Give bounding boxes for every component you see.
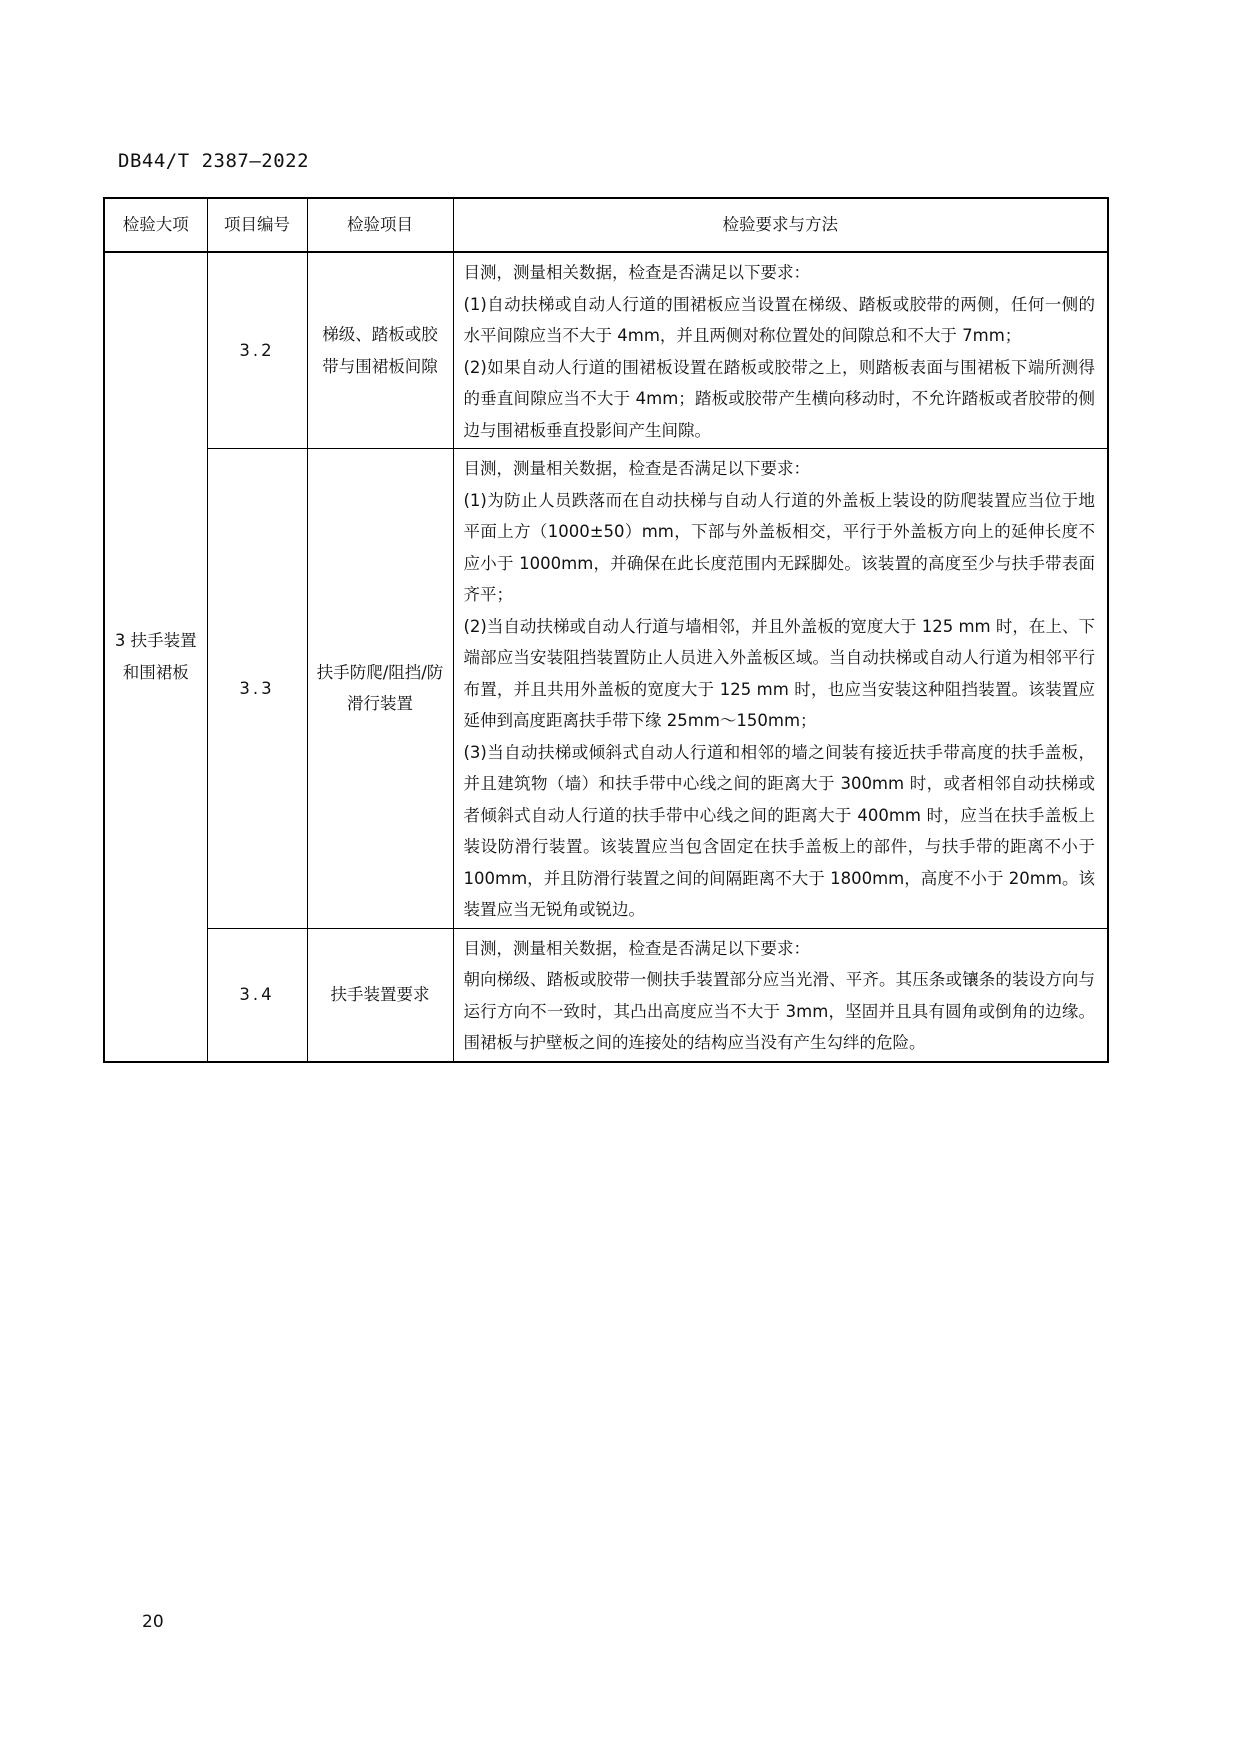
table-row bbox=[104, 252, 1108, 449]
requirement-paragraph: (1)自动扶梯或自动人行道的围裙板应当设置在梯级、踏板或胶带的两侧，任何一侧的水平间隙应当不大于 4mm，并且两侧对称位置处的间隙总和不大于 7mm； bbox=[463, 294, 1095, 345]
requirements-cell bbox=[453, 252, 1108, 449]
item-name: 扶手装置要求 bbox=[307, 928, 453, 1062]
requirement-paragraph: 目测，测量相关数据，检查是否满足以下要求： bbox=[463, 938, 810, 958]
item-number: 3.3 bbox=[207, 449, 307, 929]
table-row bbox=[104, 928, 1108, 1062]
item-number: 3.2 bbox=[207, 252, 307, 449]
requirements-cell bbox=[453, 928, 1108, 1062]
item-name: 扶手防爬/阻挡/防滑行装置 bbox=[307, 449, 453, 929]
column-header-requirements: 检验要求与方法 bbox=[453, 198, 1108, 252]
table-row bbox=[104, 449, 1108, 929]
column-header-number: 项目编号 bbox=[207, 198, 307, 252]
requirement-paragraph: (2)当自动扶梯或自动人行道与墙相邻，并且外盖板的宽度大于 125 mm 时，在上、下端部应当安装阻挡装置防止人员进入外盖板区域。当自动扶梯或自动人行道为相邻平行布置，并且共用外盖板的宽度大于 125 mm 时，也应当安装这种阻挡装置。该装置应延伸到高度距离扶手带下缘 25mm～150mm； bbox=[463, 616, 1095, 730]
column-header-item: 检验项目 bbox=[307, 198, 453, 252]
requirement-paragraph: (1)为防止人员跌落而在自动扶梯与自动人行道的外盖板上装设的防爬装置应当位于地平面上方（1000±50）mm，下部与外盖板相交，平行于外盖板方向上的延伸长度不应小于 1000mm，并确保在此长度范围内无踩脚处。该装置的高度至少与扶手带表面齐平； bbox=[463, 490, 1095, 604]
column-header-category: 检验大项 bbox=[104, 198, 207, 252]
requirement-paragraph: 朝向梯级、踏板或胶带一侧扶手装置部分应当光滑、平齐。其压条或镶条的装设方向与运行方向不一致时，其凸出高度应当不大于 3mm，坚固并且具有圆角或倒角的边缘。围裙板与护壁板之间的连接处的结构应当没有产生勾绊的危险。 bbox=[463, 970, 1095, 1052]
inspection-table bbox=[103, 197, 1109, 1063]
requirement-paragraph: 目测，测量相关数据，检查是否满足以下要求： bbox=[463, 263, 810, 282]
table-header-row bbox=[104, 198, 1108, 252]
item-number: 3.4 bbox=[207, 928, 307, 1062]
requirement-paragraph: (3)当自动扶梯或倾斜式自动人行道和相邻的墙之间装有接近扶手带高度的扶手盖板，并且建筑物（墙）和扶手带中心线之间的距离大于 300mm 时，或者相邻自动扶梯或者倾斜式自动人行道的扶手带中心线之间的距离大于 400mm 时，应当在扶手盖板上装设防滑行装置。该装置应当包含固定在扶手盖板上的部件，与扶手带的距离不小于 100mm，并且防滑行装置之间的间隔距离不大于 1800mm，高度不小于 20mm。该装置应当无锐角或锐边。 bbox=[463, 742, 1095, 919]
item-name: 梯级、踏板或胶带与围裙板间隙 bbox=[307, 252, 453, 449]
document-code: DB44/T 2387—2022 bbox=[118, 150, 310, 172]
requirements-cell bbox=[453, 449, 1108, 929]
page-number: 20 bbox=[142, 1612, 164, 1632]
requirement-paragraph: 目测，测量相关数据，检查是否满足以下要求： bbox=[463, 459, 810, 478]
requirement-paragraph: (2)如果自动人行道的围裙板设置在踏板或胶带之上，则踏板表面与围裙板下端所测得的垂直间隙应当不大于 4mm；踏板或胶带产生横向移动时，不允许踏板或者胶带的侧边与围裙板垂直投影间产生间隙。 bbox=[463, 357, 1095, 440]
category-cell: 3 扶手装置和围裙板 bbox=[104, 252, 207, 1062]
